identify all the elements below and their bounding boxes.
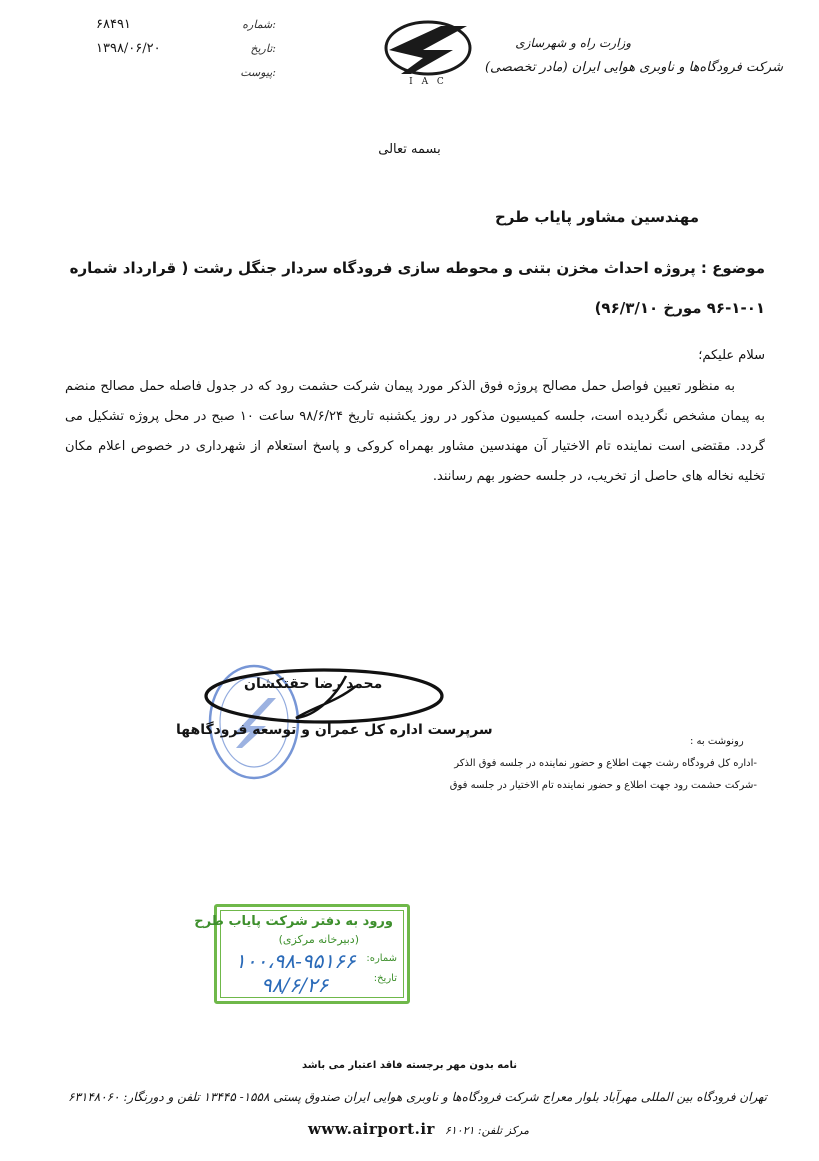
letter-number: ۶۸۴۹۱ [96, 16, 131, 32]
receipt-stamp-inner [194, 910, 404, 998]
ministry-name: وزارت راه و شهرسازی [515, 36, 631, 50]
cc-item: -شرکت حشمت رود جهت اطلاع و حضور نماینده تام الاختیار در جلسه فوق [449, 780, 757, 791]
letter-date: ۱۳۹۸/۰۶/۲۰ [96, 40, 161, 56]
stamp-title: ورود به دفتر شرکت پایاب طرح [194, 914, 393, 929]
company-name: شرکت فرودگاه‌ها و ناوبری هوایی ایران (مادر تخصصی) [484, 60, 783, 75]
receipt-stamp [194, 904, 410, 1004]
stamp-date: ۹۸/۶/۲۶ [261, 973, 329, 997]
signer-title: سرپرست اداره کل عمران و توسعه فرودگاهها [176, 722, 493, 738]
phone-center: مرکز تلفن: ۶۱۰۲۱ [444, 1124, 529, 1137]
stamp-number: ۱۰۰،۹۸-۹۵۱۶۶ [235, 949, 356, 973]
meta-attachment-row [96, 60, 276, 84]
logo-text: I A C [409, 77, 447, 86]
letter-body: به منظور تعیین فواصل حمل مصالح پروژه فوق الذکر مورد پیمان شرکت حشمت رود که در جدول فاصله حمل مصالح منضم به پیمان مشخص نگردیده است، جلسه کمیسیون مذکور در روز یکشنبه تاریخ ۹۸/۶/۲۴ ساعت ۱۰ صبح در محل پروژه تشکیل می گردد. مقتضی است نماینده تام الاختیار آن مهندسین مشاور بهمراه کروکی و پاسخ استعلام از شهرداری در خصوص اعلام مکان تخلیه نخاله های حاصل از تخریب، در جلسه حضور بهم رسانند. [65, 379, 765, 484]
cc-label: رونوشت به : [690, 736, 744, 747]
letter-number-label: شماره: [242, 17, 276, 31]
meta-date-row [96, 36, 276, 60]
letter-date-label: تاریخ: [250, 41, 276, 55]
meta-number-row [96, 12, 276, 36]
iac-logo-icon [383, 20, 473, 86]
validity-note: نامه بدون مهر برجسته فاقد اعتبار می باشد [302, 1060, 517, 1071]
company-address: تهران فرودگاه بین المللی مهرآباد بلوار معراج شرکت فرودگاه‌ها و ناوبری هوایی ایران صندوق پستی ۱۵۵۸- ۱۳۴۴۵ تلفن و دورنگار: ۶۳۱۴۸۰۶۰ [68, 1090, 767, 1104]
cc-item: -اداره کل فرودگاه رشت جهت اطلاع و حضور نماینده در جلسه فوق الذکر [454, 758, 757, 769]
stamp-number-label: شماره: [366, 953, 397, 964]
greeting: سلام علیکم؛ [698, 348, 765, 363]
iac-logo [383, 20, 473, 86]
stamp-date-label: تاریخ: [373, 973, 397, 984]
recipient: مهندسین مشاور پایاب طرح [494, 208, 699, 226]
subject-line: موضوع : پروژه احداث مخزن بتنی و محوطه سازی فرودگاه سردار جنگل رشت ( قرارداد شماره ۰۱-۱-۹۶ مورخ ۹۶/۳/۱۰) [69, 259, 765, 317]
letter-meta [96, 12, 276, 84]
letter-attachment-label: پیوست: [240, 65, 276, 79]
signer-name: محمد رضا حقتکشان [244, 676, 383, 692]
website-link[interactable]: www.airport.ir [308, 1120, 435, 1138]
stamp-subtitle: (دبیرخانه مرکزی) [278, 933, 359, 946]
basmala: بسمه تعالی [378, 142, 441, 157]
